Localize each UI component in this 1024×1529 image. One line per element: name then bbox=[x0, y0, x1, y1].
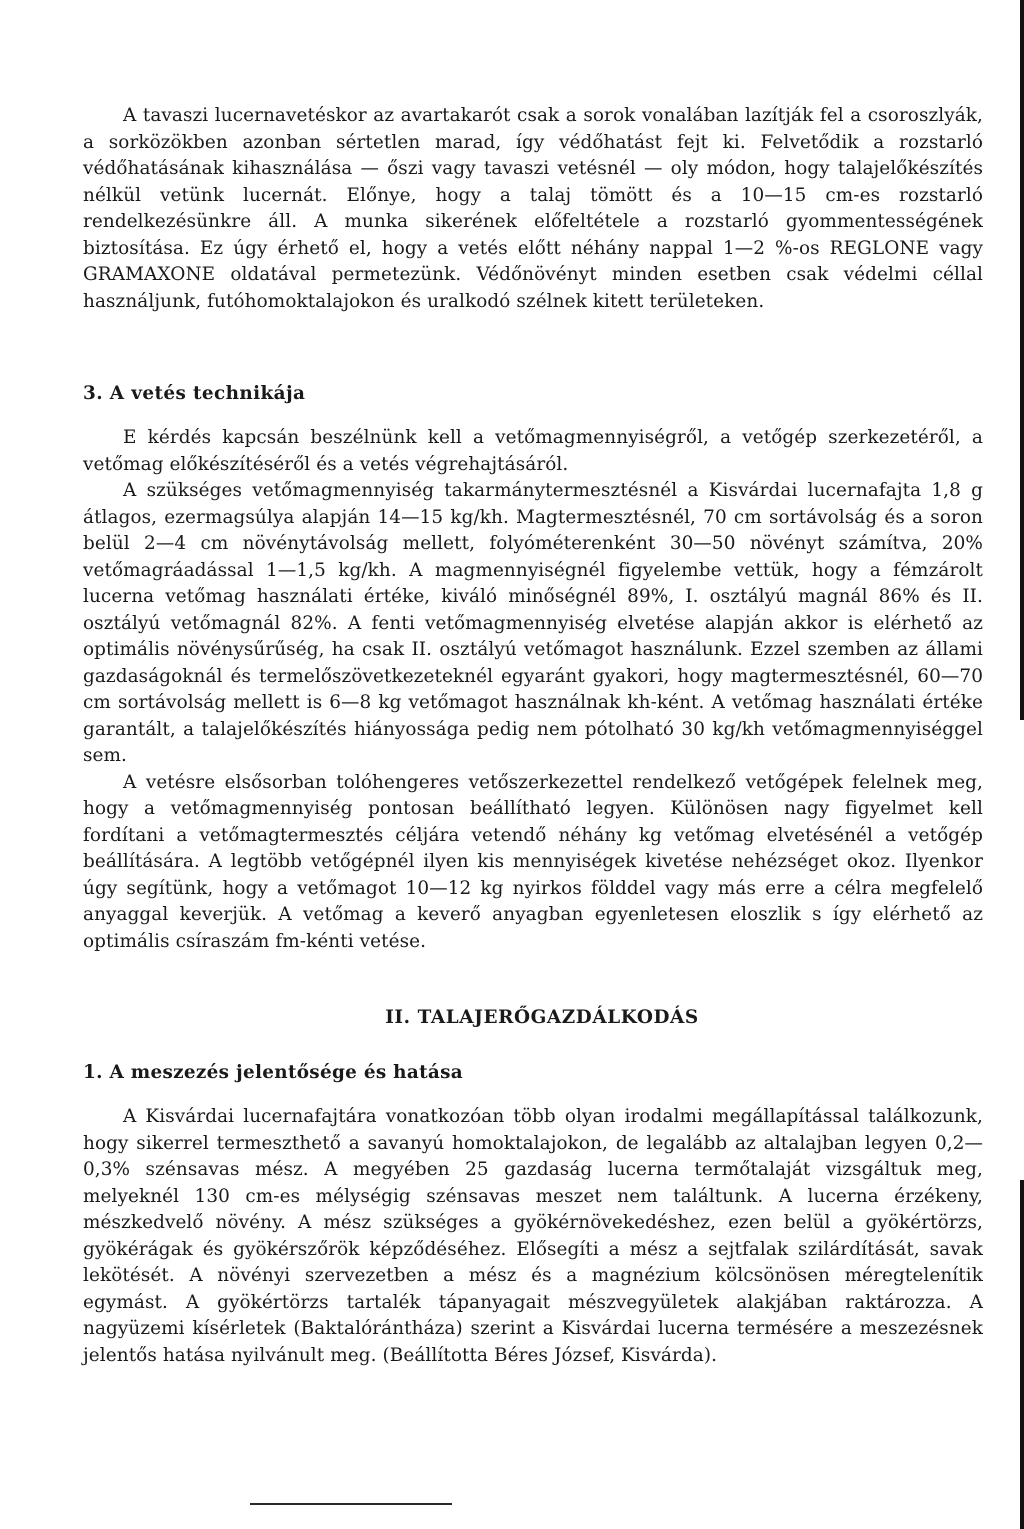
section-heading-3: 3. A vetés technikája bbox=[83, 383, 306, 404]
footnote-rule bbox=[250, 1503, 452, 1505]
section-1-body bbox=[83, 1104, 983, 1369]
section-3-paragraph-2: A szükséges vetőmagmennyiség takarmánytermesztésnél a Kisvárdai lucernafajta 1,8 g átlagos, ezermagsúlya alapján 14—15 kg/kh. Magtermesztésnél, 70 cm sortávolság és a soron belül 2—4 cm növénytávolság mellett, folyóméterenként 30—50 növényt számítva, 20% vetőmagráadással 1—1,5 kg/kh. A magmennyiségnél figyelembe vettük, hogy a fémzárolt lucerna vetőmag használati értéke, kiváló minőségnél 89%, I. osztályú magnál 86% és II. osztályú vetőmagnál 82%. A fenti vetőmagmennyiség elvetése alapján akkor is elérhető az optimális növénysűrűség, ha csak II. osztályú vetőmagot használunk. Ezzel szemben az állami gazdaságoknál és termelőszövetkezeteknél egyaránt gyakori, hogy magtermesztésnél, 60—70 cm sortávolság mellett is 6—8 kg vetőmagot használnak kh-ként. A vetőmag használati értéke garantált, a talajelőkészítés hiányossága pedig nem pótolható 30 kg/kh vetőmagmennyiséggel sem. bbox=[83, 480, 983, 766]
scan-edge-shadow-lower bbox=[1020, 1180, 1024, 1529]
section-heading-1: 1. A meszezés jelentősége és hatása bbox=[83, 1062, 463, 1083]
section-1-paragraph-1: A Kisvárdai lucernafajtára vonatkozóan több olyan irodalmi megállapítással találkozunk, hogy sikerrel termeszthető a savanyú homoktalajokon, de legalább az altalajban legyen 0,2—0,3% szénsavas mész. A megyében 25 gazdaság lucerna termőtalaját vizsgáltuk meg, melyeknél 130 cm-es mélységig szénsavas meszet nem találtunk. A lucerna érzékeny, mészkedvelő növény. A mész szükséges a gyökérnövekedéshez, ezen belül a gyökértörzs, gyökérágak és gyökérszőrök képződéséhez. Elősegíti a mész a sejtfalak szilárdítását, savak lekötését. A növényi szervezetben a mész és a magnézium kölcsönösen méregtelenítik egymást. A gyökértörzs tartalék tápanyagait mészvegyületek alakjában raktározza. A nagyüzemi kísérletek (Baktalórántháza) szerint a Kisvárdai lucerna termésére a meszezésnek jelentős hatása nyilvánult meg. (Beállította Béres József, Kisvárda). bbox=[83, 1106, 983, 1366]
scan-edge-shadow bbox=[1020, 0, 1024, 720]
section-3-body bbox=[83, 425, 983, 955]
section-3-paragraph-1: E kérdés kapcsán beszélnünk kell a vetőmagmennyiségről, a vetőgép szerkezetéről, a vetőmag előkészítéséről és a vetés végrehajtásáról. bbox=[83, 427, 983, 475]
intro-paragraph: A tavaszi lucernavetéskor az avartakarót csak a sorok vonalában lazítják fel a csoroszlyák, a sorközökben azonban sértetlen marad, így védőhatást fejt ki. Felvetődik a rozstarló védőhatásának kihasználása — őszi vagy tavaszi vetésnél — oly módon, hogy talajelőkészítés nélkül vetünk lucernát. Előnye, hogy a talaj tömött és a 10—15 cm-es rozstarló rendelkezésünkre áll. A munka sikerének előfeltétele a rozstarló gyommentességének biztosítása. Ez úgy érhető el, hogy a vetés előtt néhány nappal 1—2 %-os REGLONE vagy GRAMAXONE oldatával permetezünk. Védőnövényt minden esetben csak védelmi céllal használjunk, futóhomoktalajokon és uralkodó szélnek kitett területeken. bbox=[83, 105, 983, 312]
section-3-paragraph-3: A vetésre elsősorban tolóhengeres vetőszerkezettel rendelkező vetőgépek felelnek meg, hogy a vetőmagmennyiség pontosan beállítható legyen. Különösen nagy figyelmet kell fordítani a vetőmagtermesztés céljára vetendő néhány kg vetőmag elvetésénél a vetőgép beállítására. A legtöbb vetőgépnél ilyen kis mennyiségek kivetése nehézséget okoz. Ilyenkor úgy segítünk, hogy a vetőmagot 10—12 kg nyirkos földdel vagy más erre a célra megfelelő anyaggal keverjük. A vetőmag a keverő anyagban egyenletesen eloszlik s így elérhető az optimális csíraszám fm-kénti vetése. bbox=[83, 771, 983, 952]
chapter-title: II. TALAJERŐGAZDÁLKODÁS bbox=[385, 1007, 699, 1028]
